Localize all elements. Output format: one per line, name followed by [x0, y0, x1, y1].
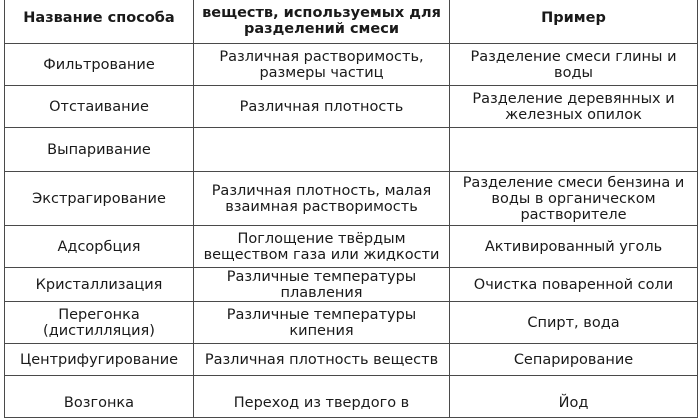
- property-cell: Различные температуры кипения: [194, 302, 450, 344]
- property-cell: Различная плотность веществ: [194, 344, 450, 376]
- example-cell: Сепарирование: [450, 344, 698, 376]
- table-row: [5, 344, 698, 376]
- table-row: [5, 302, 698, 344]
- method-cell: Перегонка (дистилляция): [5, 302, 194, 344]
- example-cell: Разделение смеси глины и воды: [450, 44, 698, 86]
- property-cell: Различная плотность, малая взаимная растворимость: [194, 172, 450, 226]
- header-example: Пример: [450, 0, 698, 44]
- method-cell: Отстаивание: [5, 86, 194, 128]
- header-property: веществ, используемых для разделений смеси: [194, 0, 450, 44]
- table-row: [5, 376, 698, 418]
- header-method: Название способа: [5, 0, 194, 44]
- property-cell: Различная плотность: [194, 86, 450, 128]
- table-row: [5, 226, 698, 268]
- property-cell: Поглощение твёрдым веществом газа или жидкости: [194, 226, 450, 268]
- example-cell: [450, 128, 698, 172]
- method-cell: Кристаллизация: [5, 268, 194, 302]
- separation-methods-table: [4, 0, 698, 418]
- example-cell: Разделение деревянных и железных опилок: [450, 86, 698, 128]
- method-cell: Адсорбция: [5, 226, 194, 268]
- table-row: [5, 172, 698, 226]
- table-row: [5, 268, 698, 302]
- table-row: [5, 86, 698, 128]
- property-cell: Различная растворимость, размеры частиц: [194, 44, 450, 86]
- property-cell: [194, 128, 450, 172]
- property-cell: Различные температуры плавления: [194, 268, 450, 302]
- table-header-row: [5, 0, 698, 44]
- method-cell: Экстрагирование: [5, 172, 194, 226]
- method-cell: Возгонка: [5, 376, 194, 418]
- method-cell: Выпаривание: [5, 128, 194, 172]
- example-cell: Активированный уголь: [450, 226, 698, 268]
- property-cell: Переход из твердого в: [194, 376, 450, 418]
- example-cell: Очистка поваренной соли: [450, 268, 698, 302]
- example-cell: Разделение смеси бензина и воды в органическом растворителе: [450, 172, 698, 226]
- method-cell: Центрифугирование: [5, 344, 194, 376]
- method-cell: Фильтрование: [5, 44, 194, 86]
- example-cell: Спирт, вода: [450, 302, 698, 344]
- example-cell: Йод: [450, 376, 698, 418]
- table-row: [5, 128, 698, 172]
- table-row: [5, 44, 698, 86]
